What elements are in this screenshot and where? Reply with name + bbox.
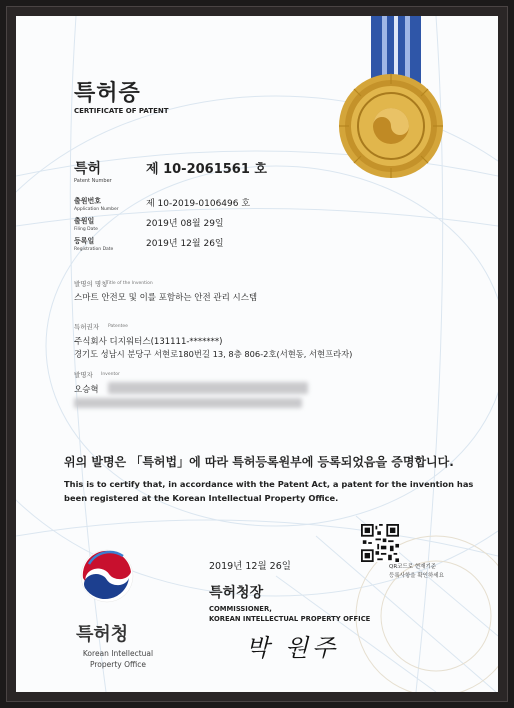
application-label: 출원번호 xyxy=(74,197,102,205)
certificate-title-en: CERTIFICATE OF PATENT xyxy=(74,107,169,115)
commissioner-title-en-line2: KOREAN INTELLECTUAL PROPERTY OFFICE xyxy=(209,615,371,623)
patentee-label-en: Patentee xyxy=(108,324,128,329)
gold-seal xyxy=(336,71,446,181)
patentee-address: 경기도 성남시 분당구 서현로180번길 13, 8층 806-2호(서현동, 서현프라자) xyxy=(74,349,353,359)
application-label-en: Application Number xyxy=(74,207,119,212)
qr-note-line2: 등록사항을 확인하세요 xyxy=(389,573,444,579)
office-name-en-line2: Property Office xyxy=(89,660,146,669)
commissioner-title-en-line1: COMMISSIONER, xyxy=(209,605,272,613)
patentee-name: 주식회사 디지워터스(131111-*******) xyxy=(74,337,223,347)
qr-code[interactable] xyxy=(361,524,399,562)
patentee-label: 특허권자 xyxy=(74,323,100,331)
redacted-inventors-line2 xyxy=(74,398,302,408)
certificate-paper xyxy=(16,16,498,692)
patent-number-label: 특허 xyxy=(74,161,102,177)
inventor-label-en: Inventor xyxy=(101,372,120,377)
invention-title-label-en: Title of the Invention xyxy=(106,281,153,286)
filing-date-label: 출원일 xyxy=(74,217,95,225)
certification-statement-en: This is to certify that, in accordance with the Patent Act, a patent for the invention has been registered at the Korean Intellectual Property Office. xyxy=(64,479,474,503)
certification-statement-ko: 위의 발명은 「특허법」에 따라 특허등록원부에 등록되었음을 증명합니다. xyxy=(64,455,454,469)
invention-title-label: 발명의 명칭 xyxy=(74,280,108,288)
commissioner-title-en xyxy=(209,604,370,624)
kipo-taeguk-logo xyxy=(79,548,135,610)
invention-title: 스마트 안전모 및 이를 포함하는 안전 관리 시스템 xyxy=(74,293,258,303)
patent-number: 제 10-2061561 호 xyxy=(146,162,267,177)
inventor-name: 오승혁 xyxy=(74,385,99,395)
registration-date-label-en: Registration Date xyxy=(74,247,114,252)
filing-date: 2019년 08월 29일 xyxy=(146,219,224,229)
office-name-ko: 특허청 xyxy=(76,624,129,645)
commissioner-title: 특허청장 xyxy=(209,585,264,601)
application-number: 제 10-2019-0106496 호 xyxy=(146,199,251,209)
qr-note-line1: QR코드로 현재기준 xyxy=(389,564,437,570)
qr-note xyxy=(389,563,444,581)
commissioner-signature: 박 원주 xyxy=(246,634,340,662)
patent-number-label-en: Patent Number xyxy=(74,178,112,184)
office-name-en xyxy=(73,648,163,670)
registration-date-label: 등록일 xyxy=(74,237,95,245)
office-name-en-line1: Korean Intellectual xyxy=(82,649,154,658)
registration-date: 2019년 12월 26일 xyxy=(146,239,224,249)
filing-date-label-en: Filing Date xyxy=(74,227,98,232)
redacted-inventors xyxy=(108,382,308,394)
inventor-label: 발명자 xyxy=(74,371,93,379)
issue-date: 2019년 12월 26일 xyxy=(209,561,291,572)
certificate-title: 특허증 xyxy=(74,81,141,106)
